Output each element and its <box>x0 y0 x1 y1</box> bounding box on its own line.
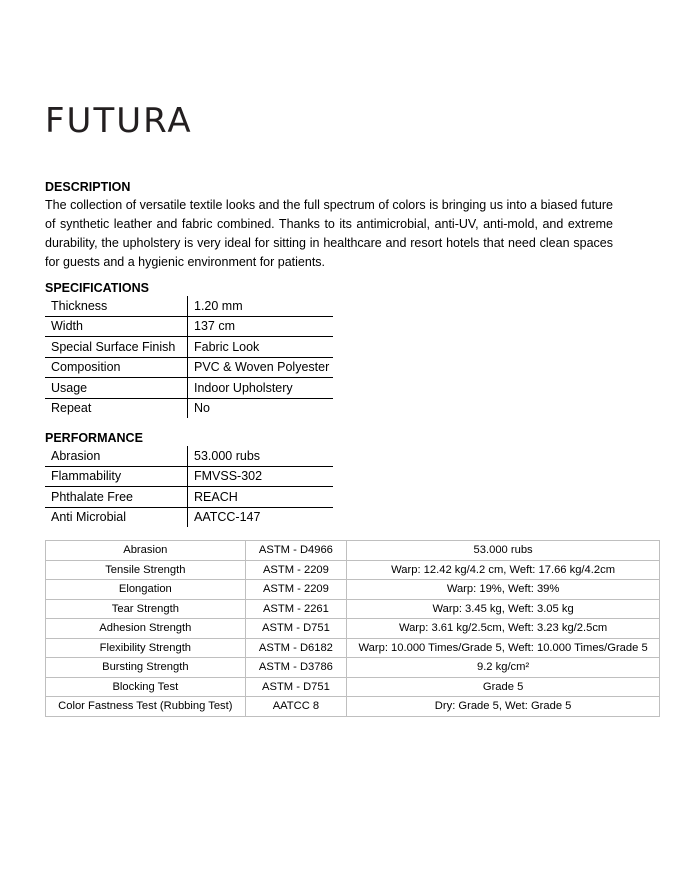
performance-table <box>45 446 333 527</box>
performance-label: Abrasion <box>45 446 188 466</box>
spec-label: Special Surface Finish <box>45 337 188 358</box>
table-row <box>45 487 333 508</box>
test-standard: ASTM - 2261 <box>245 599 347 619</box>
test-result: Warp: 10.000 Times/Grade 5, Weft: 10.000 Times/Grade 5 <box>347 638 660 658</box>
spec-value: Fabric Look <box>188 337 334 358</box>
spec-value: 137 cm <box>188 316 334 337</box>
table-row <box>45 337 333 358</box>
table-row <box>45 398 333 418</box>
description-text: The collection of versatile textile looks and the full spectrum of colors is bringing us into a biased future of synthetic leather and fabric combined. Thanks to its antimicrobial, anti-UV, anti-mold, and extreme durability, the upholstery is very ideal for sitting in healthcare and resort hotels that need clean spaces for guests and a hygienic environment for patients. <box>45 198 613 269</box>
performance-heading: PERFORMANCE <box>45 431 143 445</box>
test-name: Tear Strength <box>46 599 246 619</box>
description-heading: DESCRIPTION <box>45 180 131 194</box>
test-name: Adhesion Strength <box>46 619 246 639</box>
table-row <box>46 658 660 678</box>
table-row <box>45 378 333 399</box>
test-standard: ASTM - 2209 <box>245 580 347 600</box>
table-row <box>45 507 333 527</box>
performance-label: Anti Microbial <box>45 507 188 527</box>
spec-value: 1.20 mm <box>188 296 334 316</box>
test-result: Warp: 19%, Weft: 39% <box>347 580 660 600</box>
specifications-heading: SPECIFICATIONS <box>45 281 149 295</box>
test-result: Dry: Grade 5, Wet: Grade 5 <box>347 697 660 717</box>
performance-label: Flammability <box>45 466 188 487</box>
table-row <box>46 599 660 619</box>
spec-label: Thickness <box>45 296 188 316</box>
performance-value: FMVSS-302 <box>188 466 334 487</box>
spec-label: Composition <box>45 357 188 378</box>
spec-label: Width <box>45 316 188 337</box>
brand-title: FUTURA <box>45 101 193 141</box>
table-row <box>46 677 660 697</box>
performance-label: Phthalate Free <box>45 487 188 508</box>
test-results-table <box>45 540 660 717</box>
spec-value: No <box>194 401 210 416</box>
performance-value: AATCC-147 <box>194 510 261 525</box>
table-row <box>46 560 660 580</box>
table-row <box>45 316 333 337</box>
test-name: Elongation <box>46 580 246 600</box>
test-result: 9.2 kg/cm² <box>347 658 660 678</box>
table-row <box>45 296 333 316</box>
test-result: 53.000 rubs <box>347 541 660 561</box>
table-row <box>46 638 660 658</box>
test-name: Abrasion <box>46 541 246 561</box>
test-name: Blocking Test <box>46 677 246 697</box>
spec-value: Indoor Upholstery <box>188 378 334 399</box>
table-row <box>46 697 660 717</box>
test-standard: ASTM - D6182 <box>245 638 347 658</box>
table-row <box>46 541 660 561</box>
test-result: Grade 5 <box>347 677 660 697</box>
test-name: Tensile Strength <box>46 560 246 580</box>
table-row <box>45 466 333 487</box>
test-result: Warp: 3.45 kg, Weft: 3.05 kg <box>347 599 660 619</box>
test-standard: ASTM - D751 <box>245 619 347 639</box>
test-standard: AATCC 8 <box>245 697 347 717</box>
performance-value: REACH <box>188 487 334 508</box>
specifications-table <box>45 296 333 418</box>
table-row <box>46 580 660 600</box>
table-row <box>45 357 333 378</box>
test-result: Warp: 3.61 kg/2.5cm, Weft: 3.23 kg/2.5cm <box>347 619 660 639</box>
spec-label: Repeat <box>45 398 188 418</box>
test-name: Flexibility Strength <box>46 638 246 658</box>
test-standard: ASTM - 2209 <box>245 560 347 580</box>
table-row <box>45 446 333 466</box>
spec-value: PVC & Woven Polyester <box>188 357 334 378</box>
test-name: Color Fastness Test (Rubbing Test) <box>46 697 246 717</box>
test-standard: ASTM - D4966 <box>245 541 347 561</box>
test-name: Bursting Strength <box>46 658 246 678</box>
test-result: Warp: 12.42 kg/4.2 cm, Weft: 17.66 kg/4.2cm <box>347 560 660 580</box>
test-standard: ASTM - D3786 <box>245 658 347 678</box>
performance-value: 53.000 rubs <box>188 446 334 466</box>
test-standard: ASTM - D751 <box>245 677 347 697</box>
table-row <box>46 619 660 639</box>
spec-label: Usage <box>45 378 188 399</box>
